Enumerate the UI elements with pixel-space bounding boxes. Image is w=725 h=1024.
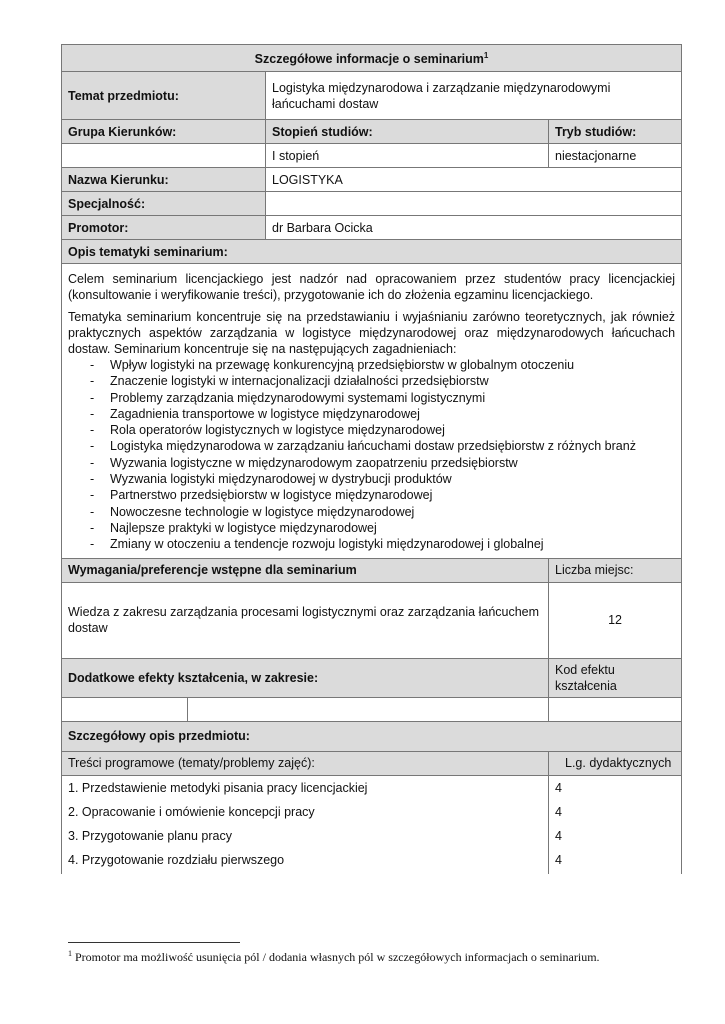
miejsca-label: Liczba miejsc: [549,558,682,582]
hours-cell: 4 [549,824,682,848]
nazwa-value: LOGISTYKA [266,168,682,192]
miejsca-value: 12 [549,582,682,658]
opis-paragraph-1: Celem seminarium licencjackiego jest nadzór nad opracowaniem przez studentów pracy licencjackiej (konsultowanie i weryfikowanie treści), przygotowanie ich do złożenia egzaminu licencjackiego. [68,272,676,302]
hours-cell: 4 [549,775,682,800]
list-item: - Znaczenie logistyki w internacjonalizacji działalności przedsiębiorstw [90,373,675,389]
list-item: - Rola operatorów logistycznych w logistyce międzynarodowej [90,422,675,438]
list-item: - Wyzwania logistyki międzynarodowej w dystrybucji produktów [90,471,675,487]
grupa-label: Grupa Kierunków: [62,120,266,144]
footnote [68,949,600,965]
nazwa-label: Nazwa Kierunku: [62,168,266,192]
list-item: - Najlepsze praktyki w logistyce międzynarodowej [90,520,675,536]
list-item: - Wyzwania logistyczne w międzynarodowym zaopatrzeniu przedsiębiorstw [90,455,675,471]
form-title-text: Szczegółowe informacje o seminarium [254,52,484,67]
list-item: - Logistyka międzynarodowa w zarządzaniu łańcuchami dostaw przedsiębiorstw z różnych branż [90,438,675,454]
table-row [62,775,682,800]
tryb-value: niestacjonarne [549,144,682,168]
szczegolowy-label: Szczegółowy opis przedmiotu: [62,721,682,751]
footnote-reference: 1 [483,51,489,61]
opis-paragraph-2: Tematyka seminarium koncentruje się na przedstawianiu i wyjaśnianiu zarówno teoretycznych, jak również praktycznych aspektów zarządzania w logistyce międzynarodowej oraz międzynarodowych łańcuchach dostaw. Seminarium koncentruje się na następujących zagadnieniach: [68,310,676,356]
list-item: - Nowoczesne technologie w logistyce międzynarodowej [90,504,675,520]
seminar-table [61,44,682,874]
footnote-divider [68,942,240,943]
hours-cell: 4 [549,848,682,874]
seminar-info-form [61,44,681,874]
stopien-label: Stopień studiów: [266,120,549,144]
table-row [62,800,682,824]
list-item: - Zagadnienia transportowe w logistyce międzynarodowej [90,406,675,422]
temat-label: Temat przedmiotu: [62,72,266,120]
tryb-label: Tryb studiów: [549,120,682,144]
wymagania-text: Wiedza z zakresu zarządzania procesami logistycznymi oraz zarządzania łańcuchem dostaw [62,582,549,658]
kod-efektu-label: Kod efektu kształcenia [549,658,682,697]
hours-cell: 4 [549,800,682,824]
wymagania-label: Wymagania/preferencje wstępne dla seminarium [62,558,549,582]
efekty-empty-cell [62,697,188,721]
promotor-value: dr Barbara Ocicka [266,216,682,240]
list-item: - Wpływ logistyki na przewagę konkurencyjną przedsiębiorstw w globalnym otoczeniu [90,357,675,373]
list-item: - Partnerstwo przedsiębiorstw w logistyce międzynarodowej [90,487,675,503]
footnote-text: Promotor ma możliwość usunięcia pól / dodania własnych pól w szczegółowych informacjach o seminarium. [75,950,600,964]
grupa-value [62,144,266,168]
footnote-mark: 1 [68,949,72,958]
efekty-empty-cell [188,697,549,721]
opis-topic-list [68,357,675,553]
temat-value: Logistyka międzynarodowa i zarządzanie międzynarodowymi łańcuchami dostaw [266,72,682,120]
table-row [62,824,682,848]
topic-cell: 4. Przygotowanie rozdziału pierwszego [62,848,549,874]
opis-content [62,264,682,559]
specjalnosc-label: Specjalność: [62,192,266,216]
topic-cell: 3. Przygotowanie planu pracy [62,824,549,848]
topic-cell: 2. Opracowanie i omówienie koncepcji pracy [62,800,549,824]
form-title [62,45,682,72]
specjalnosc-value [266,192,682,216]
list-item: - Zmiany w otoczeniu a tendencje rozwoju logistyki międzynarodowej i globalnej [90,536,675,552]
efekty-label: Dodatkowe efekty kształcenia, w zakresie: [62,658,549,697]
topic-cell: 1. Przedstawienie metodyki pisania pracy licencjackiej [62,775,549,800]
promotor-label: Promotor: [62,216,266,240]
stopien-value: I stopień [266,144,549,168]
list-item: - Problemy zarządzania międzynarodowymi systemami logistycznymi [90,390,675,406]
table-row [62,848,682,874]
kod-empty-cell [549,697,682,721]
godziny-header: L.g. dydaktycznych [549,751,682,775]
opis-label: Opis tematyki seminarium: [62,240,682,264]
tresci-header: Treści programowe (tematy/problemy zajęć): [62,751,549,775]
